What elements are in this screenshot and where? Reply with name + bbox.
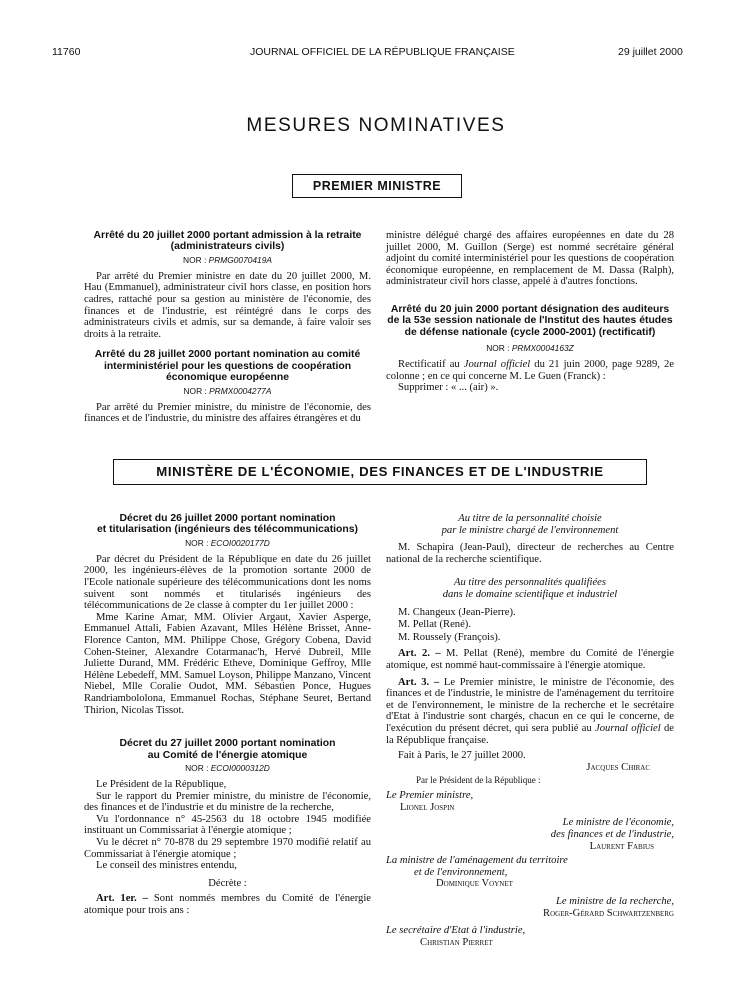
main-title: MESURES NOMINATIVES <box>246 115 506 136</box>
place-date: Fait à Paris, le 27 juillet 2000. <box>398 750 526 762</box>
nor-code: PRMX0004277A <box>209 385 272 396</box>
signature-name: Lionel Jospin <box>400 801 455 813</box>
nor-code: ECOI0020177D <box>210 537 270 548</box>
article-title-line: Décret du 27 juillet 2000 portant nomination <box>119 738 336 750</box>
signature-name: Roger-Gérard Schwartzenberg <box>543 907 674 919</box>
signature-name: Christian Pierret <box>420 936 493 948</box>
nor-reference: NOR : PRMG0070419A <box>183 254 272 265</box>
nor-reference: NOR : PRMX0004277A <box>183 385 272 396</box>
signatory-title: La ministre de l'aménagement du territoire et de l'environnement, <box>386 855 568 878</box>
signatory-title: Le ministre de la recherche, <box>556 896 674 908</box>
article-label: Art. 1er. – <box>96 893 148 905</box>
article-title-line: et titularisation (ingénieurs des télécommunications) <box>97 524 358 536</box>
page-number: 11760 <box>52 46 81 58</box>
nor-code: ECOI0000312D <box>210 762 270 773</box>
paragraph: Art. 3. – Le Premier ministre, le ministre de l'économie, des finances et de l'industrie, le ministre de l'aménagement du territoire et de l'environnement, le ministre de la recherche et le secrétaire d'Etat à l'industrie sont chargés, chacun en ce qui le concerne, de l'exécution du présent décret, qui sera publié au Journal officiel de la République française. <box>386 676 674 746</box>
section-title-premier-ministre: PREMIER MINISTRE <box>292 174 462 198</box>
right-column-section2 <box>386 513 674 948</box>
italic-heading: Au titre des personnalités qualifiées dans le domaine scientifique et industriel <box>442 577 618 600</box>
nor-code: PRMX0004163Z <box>511 343 574 354</box>
article-title <box>84 738 371 761</box>
paragraph: Supprimer : « ... (air) ». <box>398 382 499 394</box>
article-title <box>84 513 371 536</box>
header-date: 29 juillet 2000 <box>618 46 683 58</box>
journal-title: JOURNAL OFFICIEL DE LA RÉPUBLIQUE FRANÇAISE <box>250 46 515 58</box>
article-label: Art. 2. – <box>398 648 441 660</box>
article-label: Art. 3. – <box>398 676 440 688</box>
signature-name: Laurent Fabius <box>589 840 654 852</box>
signature-intro: Par le Président de la République : <box>416 775 541 786</box>
signature-name: Jacques Chirac <box>586 761 650 773</box>
list-item: M. Pellat (René). <box>398 619 471 631</box>
paragraph: M. Schapira (Jean-Paul), directeur de recherches au Centre national de la recherche scientifique. <box>386 542 674 565</box>
decrete: Décrète : <box>208 877 247 889</box>
article-title <box>84 230 371 253</box>
article-title: Arrêté du 20 juin 2000 portant désignation des auditeurs de la 53e session nationale de l'Institut des hautes études de défense nationale (cycle 2000-2001) (rectificatif) <box>387 303 673 338</box>
section-title-ministere-economie: MINISTÈRE DE L'ÉCONOMIE, DES FINANCES ET DE L'INDUSTRIE <box>113 459 647 485</box>
article-title-line: Décret du 26 juillet 2000 portant nomination <box>119 513 336 524</box>
paragraph: Le conseil des ministres entendu, <box>96 860 237 872</box>
signatory-title: Le secrétaire d'Etat à l'industrie, <box>386 925 526 937</box>
nor-code: PRMG0070419A <box>208 254 272 265</box>
paragraph: Sur le rapport du Premier ministre, du ministre de l'économie, des finances et de l'industrie et du ministre de la recherche, <box>84 790 371 814</box>
left-column-section1 <box>84 230 371 425</box>
paragraph: ministre délégué chargé des affaires européennes en date du 28 juillet 2000, M. Guillon (Serge) est nommé secrétaire général adjoint du comité interministériel pour les questions de coopération économique européenne, en remplacement de M. Dassa (Ralph), administrateur civil hors classe, appelé à d'autres fonctions. <box>386 230 674 288</box>
paragraph: Par arrêté du Premier ministre en date du 20 juillet 2000, M. Hau (Emmanuel), administrateur civil hors classe, en position hors cadres, rattaché pour sa gestion au ministère de l'économie, des finances et de l'industrie, est réintégré dans le corps des administrateurs civils et admis, sur sa demande, à faire valoir ses droits à la retraite. <box>84 270 371 340</box>
list-item: M. Roussely (François). <box>398 631 501 643</box>
paragraph: Rectificatif au Journal officiel du 21 juin 2000, page 9289, 2e colonne ; en ce qui concerne M. Le Guen (Franck) : <box>386 359 674 382</box>
left-column-section2 <box>84 513 371 916</box>
paragraph: Art. 1er. – Sont nommés membres du Comité de l'énergie atomique pour trois ans : <box>84 893 371 916</box>
signatory-title: Le Premier ministre, <box>386 790 474 802</box>
article-title: Arrêté du 28 juillet 2000 portant nomination au comité interministériel pour les questions de coopération économique européenne <box>94 349 361 384</box>
paragraph: Par décret du Président de la République en date du 26 juillet 2000, les ingénieurs-élèves de la promotion sortante 2000 de l'Ecole nationale supérieure des télécommunications dont les noms suivent sont nommés et titularisés ingénieurs des télécommunications de 2e classe à compter du 1er juillet 2000 : <box>84 553 371 612</box>
article-title-line: Arrêté du 20 juillet 2000 portant admission à la retraite <box>93 230 362 241</box>
article-title-line: (administrateurs civils) <box>170 241 285 253</box>
nor-reference: NOR : ECOI0000312D <box>185 762 270 773</box>
paragraph: Le Président de la République, <box>96 778 227 790</box>
right-column-section1 <box>386 230 674 394</box>
article-title-line: au Comité de l'énergie atomique <box>147 749 308 761</box>
nor-reference: NOR : ECOI0020177D <box>185 537 270 548</box>
paragraph: Par arrêté du Premier ministre, du ministre de l'économie, des finances et de l'industrie, du ministre des affaires étrangères et du <box>84 401 371 425</box>
list-item: M. Changeux (Jean-Pierre). <box>398 606 516 618</box>
paragraph: Mme Karine Amar, MM. Olivier Argaut, Xavier Asperge, Emmanuel Attali, Fabien Azavant, Mlles Hélène Brisset, Anne-Florence Canton, MM. Philippe Chose, Grégory Cobena, David Cohen-Steiner, Alexandre Cotarmanac'h, Hervé Dubreil, Mlle Juliette Durand, MM. Frédéric Etheve, Dominique Geffroy, Mlle Hélène Lebedeff, MM. Samuel Loyson, Philippe Manzano, Vincent Niebel, Mlle Coralie Oudot, MM. Sébastien Ponce, Hugues Randriambololona, Emmanuel Rochas, Stéphane Seuret, Bertand Thirion, Nicolas Tissot. <box>84 611 371 716</box>
italic-heading: Au titre de la personnalité choisie par le ministre chargé de l'environnement <box>441 513 619 536</box>
name-list <box>386 607 674 644</box>
paragraph: Art. 2. – M. Pellat (René), membre du Comité de l'énergie atomique, est nommé haut-commissaire à l'énergie atomique. <box>386 648 674 671</box>
nor-reference: NOR : PRMX0004163Z <box>486 343 574 354</box>
paragraph: Vu le décret n° 70-878 du 29 septembre 1970 modifié relatif au Commissariat à l'énergie atomique ; <box>84 836 371 860</box>
signature-name: Dominique Voynet <box>436 878 513 890</box>
signatory-title: Le ministre de l'économie, des finances et de l'industrie, <box>550 817 674 841</box>
paragraph: Vu l'ordonnance n° 45-2563 du 18 octobre 1945 modifiée instituant un Commissariat à l'énergie atomique ; <box>84 813 371 837</box>
